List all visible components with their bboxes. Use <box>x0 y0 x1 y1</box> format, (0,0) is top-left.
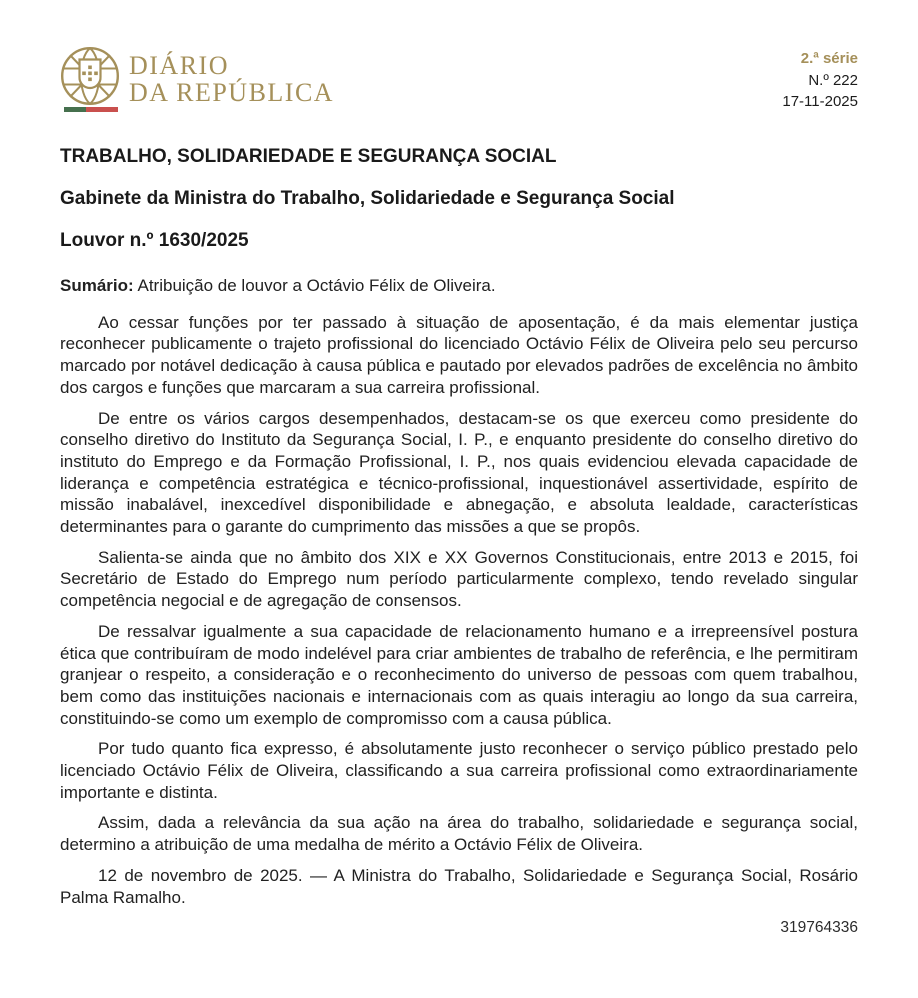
paragraph-6: Assim, dada a relevância da sua ação na área do trabalho, solidariedade e segurança social, determino a atribuição de uma medalha de mérito a Octávio Félix de Oliveira. <box>60 813 858 855</box>
issue-info <box>782 44 858 113</box>
issue-series: 2.ª série <box>800 50 858 67</box>
section-title: TRABALHO, SOLIDARIEDADE E SEGURANÇA SOCIAL <box>60 146 557 167</box>
issue-date: 17-11-2025 <box>782 93 858 110</box>
paragraph-4: De ressalvar igualmente a sua capacidade de relacionamento humano e a irrepreensível postura ética que contribuíram de modo indelével para criar ambientes de trabalho de referência, e lhe permitiram granjear o respeito, a consideração e o reconhecimento do universo de pessoas com quem trabalhou, bem como das instituições nacionais e internacionais com as quais interagiu ao longo da sua carreira, constituindo-se como um exemplo de compromisso com a causa pública. <box>60 621 858 728</box>
issue-number: N.º 222 <box>808 71 858 89</box>
summary-text: Atribuição de louvor a Octávio Félix de Oliveira. <box>137 276 496 295</box>
paragraph-3: Salienta-se ainda que no âmbito dos XIX e XX Governos Constitucionais, entre 2013 e 2015, foi Secretário de Estado do Emprego num período particularmente complexo, tendo revelado singular competência negocial e de agregação de consensos. <box>60 547 858 611</box>
paragraph-5: Por tudo quanto fica expresso, é absolutamente justo reconhecer o serviço público prestado pelo licenciado Octávio Félix de Oliveira, classificando a sua carreira profissional como extraordinariamente importante e distinta. <box>60 739 858 802</box>
summary-label: Sumário: <box>60 276 134 295</box>
logo <box>60 44 334 113</box>
article-body <box>60 145 858 938</box>
republic-armillary-emblem-icon <box>60 46 120 113</box>
paragraph-1: Ao cessar funções por ter passado à situação de aposentação, é da mais elementar justiça reconhecer publicamente o trajeto profissional do licenciado Octávio Félix de Oliveira pelo seu percurso marcado por notável dedicação à causa pública e pautado por elevados padrões de excelência no âmbito dos cargos e funções que marcaram a sua carreira profissional. <box>60 312 858 397</box>
masthead <box>60 44 858 114</box>
summary-line <box>60 275 858 297</box>
signature-line: 12 de novembro de 2025. — A Ministra do Trabalho, Solidariedade e Segurança Social, Rosário Palma Ramalho. <box>60 865 858 907</box>
paragraph-2: De entre os vários cargos desempenhados, destacam-se os que exerceu como presidente do conselho diretivo do Instituto da Segurança Social, I. P., e enquanto presidente do conselho diretivo do instituto do Emprego e da Formação Profissional, I. P., nos quais evidenciou elevada capacidade de liderança e competência estratégica e técnico-profissional, inquestionável assertividade, espírito de missão inabalável, inexcedível disponibilidade e abnegação, e absoluta lealdade, características determinantes para o garante do cumprimento das missões a que se propôs. <box>60 408 858 537</box>
flag-bar <box>64 107 118 112</box>
logo-wordmark <box>129 44 334 106</box>
logo-line-2: DA REPÚBLICA <box>129 78 335 107</box>
department-title: Gabinete da Ministra do Trabalho, Solidariedade e Segurança Social <box>60 188 675 209</box>
act-title: Louvor n.º 1630/2025 <box>60 230 249 251</box>
logo-line-1: DIÁRIO <box>129 51 229 80</box>
doc-number: 319764336 <box>780 919 858 937</box>
